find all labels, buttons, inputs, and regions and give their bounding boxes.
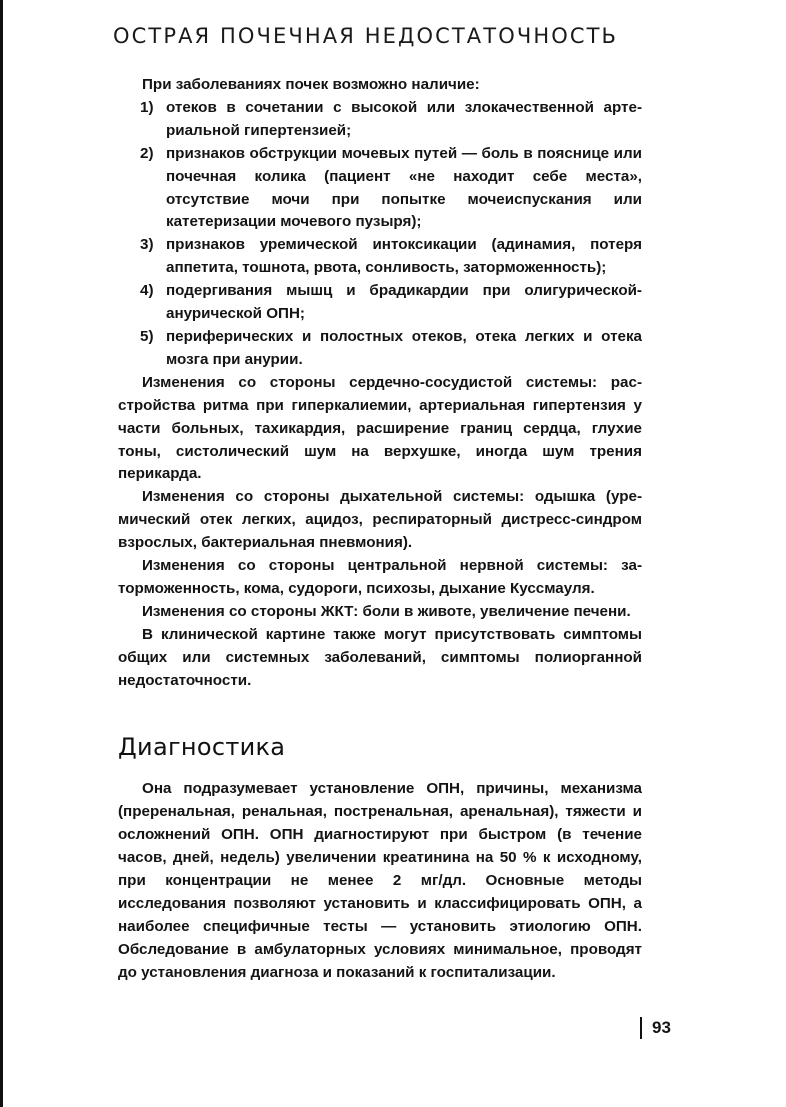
page-folio [640,1016,671,1040]
list-item-number: 4) [140,282,154,300]
list-item-number: 1) [140,98,154,116]
findings-intro: При заболеваниях почек возможно наличие: [142,76,480,93]
list-item-text: периферических и полостных отеков, отека легких и отека мозга при анурии. [166,327,642,368]
list-item-text: признаков уремической интоксикации (адинамия, потеря аппетита, тошнота, рвота, сонливость, заторможенность); [166,236,642,277]
findings-list [118,97,642,372]
list-item [118,97,642,143]
paragraph-cardiovascular: Изменения со стороны сердечно-сосудистой системы: расстройства ритма при гиперкалиемии, артериальная гипертензия у части больных, тахикардия, расширение границ сердца, глухие тоны, систолический шум на верхушке, иногда шум трения перикарда. [118,373,642,483]
list-item [118,280,642,326]
list-item-number: 5) [140,327,154,345]
paragraph-nervous-system: Изменения со стороны центральной нервной системы: заторможенность, кома, судороги, психозы, дыхание Куссмауля. [118,557,642,597]
list-item-text: отеков в сочетании с высокой или злокачественной артериальной гипертензией; [166,98,642,139]
section-heading: Диагностика [118,733,286,762]
list-item-text: признаков обструкции мочевых путей — боль в пояснице или почечная колика (пациент «не находит себе места», отсутствие мочи при попытке мочеиспускания или катетеризации мочевого пузыря); [166,144,642,231]
list-item [118,143,642,235]
list-item [118,234,642,280]
list-item-text: подергивания мышц и брадикардии при олигурической-анурической ОПН; [166,282,642,323]
paragraph-respiratory: Изменения со стороны дыхательной системы: одышка (уремический отек легких, ацидоз, респираторный дистресс-синдром взрослых, бактериальная пневмония). [118,488,642,552]
list-item-number: 3) [140,236,154,254]
page-content [118,74,642,985]
list-item [118,326,642,372]
page-number: 93 [652,1018,671,1037]
list-item-number: 2) [140,144,154,162]
paragraph-clinical-picture: В клинической картине также могут присутствовать симптомы общих или системных заболеваний, симптомы полиорганной недостаточности. [118,625,642,689]
folio-divider [640,1017,642,1039]
running-head: ОСТРАЯ ПОЧЕЧНАЯ НЕДОСТАТОЧНОСТЬ [113,24,619,48]
paragraph-diagnostics: Она подразумевает установление ОПН, причины, механизма (преренальная, ренальная, постренальная, аренальная), тяжести и осложнений ОПН. ОПН диагностируют при быстром (в течение часов, дней, недель) увеличении креатинина на 50 % к исходному, при концентрации не менее 2 мг/дл. Основные методы исследования позволяют установить и классифицировать ОПН, а наиболее специфичные тесты — установить этиологию ОПН. Обследование в амбулаторных условиях минимальное, проводят до установления диагноза и показаний к госпитализации. [118,780,642,981]
paragraph-gastrointestinal: Изменения со стороны ЖКТ: боли в животе, увеличение печени. [142,602,631,620]
page-edge-line [0,0,3,1107]
